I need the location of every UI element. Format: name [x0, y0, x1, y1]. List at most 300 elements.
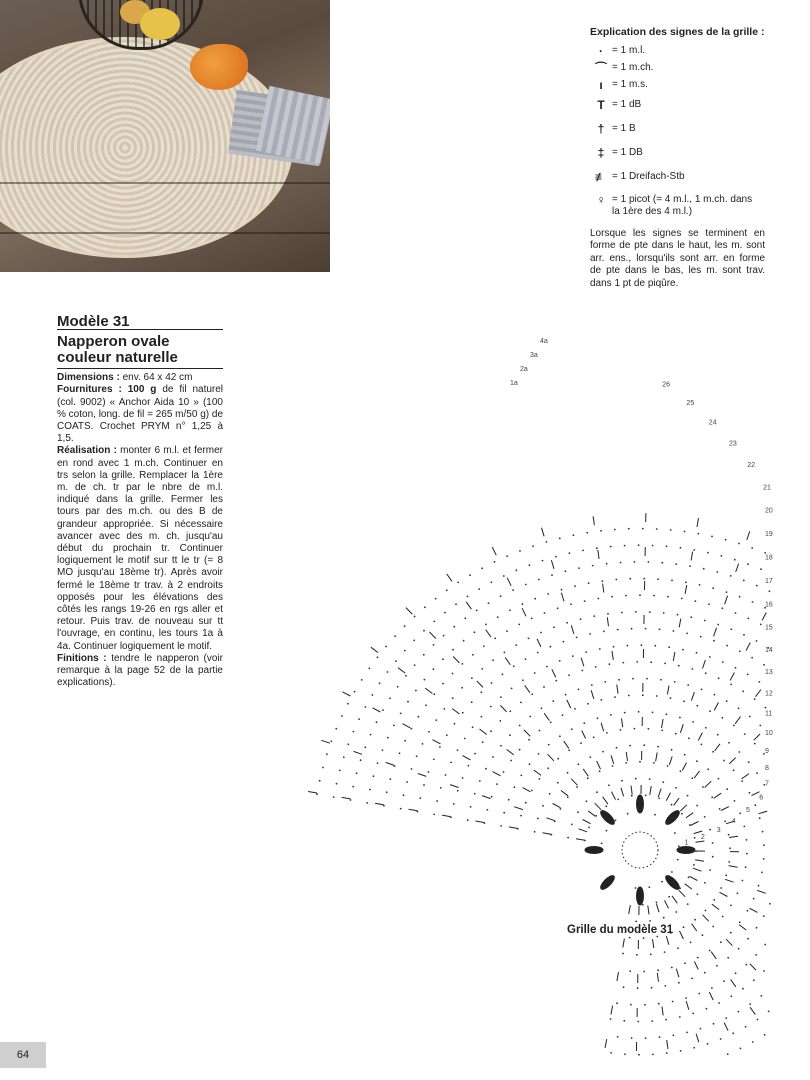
chain-stitch-dot — [689, 565, 691, 567]
treble-stitch-mark — [612, 651, 613, 660]
cluster-stitch-mark — [599, 874, 617, 892]
chain-stitch-dot — [699, 584, 701, 586]
chain-stitch-dot — [717, 734, 719, 736]
chain-stitch-dot — [520, 702, 522, 704]
model-number: Modèle 31 — [57, 316, 223, 330]
chain-stitch-dot — [658, 798, 660, 800]
treble-stitch-mark — [605, 1039, 607, 1048]
treble-stitch-mark — [523, 788, 531, 792]
chain-stitch-dot — [330, 740, 332, 742]
chain-stitch-dot — [488, 602, 490, 604]
chain-stitch-dot — [377, 762, 379, 764]
chain-stitch-dot — [703, 568, 705, 570]
chain-stitch-dot — [377, 656, 379, 658]
chain-stitch-dot — [476, 610, 478, 612]
chain-stitch-dot — [596, 791, 598, 793]
chain-stitch-dot — [389, 697, 391, 699]
chain-stitch-dot — [631, 628, 633, 630]
chain-stitch-dot — [709, 950, 711, 952]
treble-stitch-mark — [756, 690, 762, 697]
chain-stitch-dot — [709, 656, 711, 658]
chain-stitch-dot — [664, 985, 666, 987]
chain-stitch-dot — [382, 709, 384, 711]
treble-stitch-mark — [693, 868, 702, 871]
treble-stitch-mark — [725, 879, 734, 882]
chain-stitch-dot — [759, 725, 761, 727]
chain-stitch-dot — [433, 644, 435, 646]
chart-stitch-lines — [308, 513, 767, 1051]
chain-stitch-dot — [531, 693, 533, 695]
chain-stitch-dot — [747, 618, 749, 620]
chain-stitch-dot — [670, 697, 672, 699]
treble-stitch-mark — [371, 647, 378, 652]
chain-stitch-dot — [500, 745, 502, 747]
treble-stitch-mark — [579, 829, 588, 832]
chain-stitch-dot — [688, 877, 690, 879]
chain-stitch-dot — [386, 791, 388, 793]
chain-stitch-dot — [760, 568, 762, 570]
chain-stitch-dot — [365, 706, 367, 708]
chain-stitch-dot — [529, 716, 531, 718]
legend-text: = 1 B — [612, 123, 636, 135]
chain-stitch-dot — [685, 581, 687, 583]
treble-stitch-mark — [623, 939, 625, 948]
chain-stitch-dot — [578, 567, 580, 569]
chain-stitch-dot — [568, 674, 570, 676]
chain-stitch-dot — [500, 595, 502, 597]
treble-stitch-mark — [607, 617, 608, 626]
chain-stitch-dot — [671, 580, 673, 582]
treble-stitch-mark — [621, 788, 624, 797]
chain-stitch-dot — [761, 872, 763, 874]
chain-stitch-dot — [743, 580, 745, 582]
chain-stitch-dot — [726, 645, 728, 647]
chain-stitch-dot — [741, 780, 743, 782]
row-number-label: 6 — [759, 794, 764, 802]
chain-stitch-dot — [584, 840, 586, 842]
chain-stitch-dot — [683, 926, 685, 928]
chain-stitch-dot — [454, 723, 456, 725]
chain-stitch-dot — [436, 800, 438, 802]
cluster-stitch-mark — [664, 874, 682, 892]
chain-stitch-dot — [484, 822, 486, 824]
chain-stitch-dot — [622, 662, 624, 664]
treble-stitch-mark — [709, 992, 713, 1000]
chain-stitch-dot — [623, 986, 625, 988]
treble-stitch-mark — [650, 786, 652, 795]
chain-stitch-dot — [433, 814, 435, 816]
chain-stitch-dot — [677, 947, 679, 949]
treble-stitch-mark — [598, 550, 599, 559]
chain-stitch-dot — [652, 712, 654, 714]
chain-stitch-dot — [404, 740, 406, 742]
chain-stitch-dot — [445, 774, 447, 776]
treble-stitch-mark — [480, 729, 487, 735]
chain-stitch-dot — [557, 782, 559, 784]
treble-stitch-mark — [676, 969, 679, 978]
chain-stitch-dot — [470, 806, 472, 808]
chain-stitch-dot — [376, 721, 378, 723]
row-number-label: 13 — [765, 669, 773, 676]
chain-stitch-dot — [602, 580, 604, 582]
chain-stitch-dot — [628, 695, 630, 697]
chain-stitch-dot — [406, 781, 408, 783]
treble-stitch-mark — [695, 860, 704, 862]
chain-stitch-dot — [525, 658, 527, 660]
treble-stitch-mark — [714, 793, 721, 798]
chain-stitch-dot — [510, 760, 512, 762]
chain-stitch-dot — [764, 1034, 766, 1036]
treble-stitch-mark — [726, 939, 732, 946]
chain-stitch-dot — [687, 684, 689, 686]
chain-stitch-dot — [557, 607, 559, 609]
chain-stitch-dot — [712, 856, 714, 858]
chain-stitch-dot — [718, 677, 720, 679]
legend-item — [590, 118, 765, 142]
chain-stitch-dot — [672, 1001, 674, 1003]
chain-stitch-dot — [417, 811, 419, 813]
chain-stitch-dot — [589, 756, 591, 758]
chain-stitch-dot — [443, 708, 445, 710]
chain-stitch-dot — [472, 654, 474, 656]
treble-stitch-mark — [762, 613, 766, 621]
chain-stitch-dot — [695, 600, 697, 602]
chain-stitch-dot — [735, 612, 737, 614]
chain-stitch-dot — [719, 808, 721, 810]
chain-stitch-dot — [730, 995, 732, 997]
chain-stitch-dot — [728, 742, 730, 744]
chain-stitch-dot — [678, 845, 680, 847]
chain-stitch-dot — [422, 743, 424, 745]
treble-stitch-mark — [425, 688, 432, 693]
chain-stitch-dot — [333, 796, 335, 798]
chain-stitch-dot — [502, 673, 504, 675]
chain-stitch-dot — [404, 625, 406, 627]
table-plank-line — [0, 232, 330, 234]
model-description — [57, 313, 224, 689]
chain-stitch-dot — [539, 730, 541, 732]
treble-stitch-mark — [482, 796, 491, 799]
treble-stitch-mark — [505, 658, 510, 665]
chain-stitch-dot — [702, 934, 704, 936]
treble-stitch-mark — [691, 692, 694, 701]
chain-stitch-dot — [659, 1036, 661, 1038]
chain-stitch-dot — [400, 808, 402, 810]
chain-stitch-dot — [350, 799, 352, 801]
chain-stitch-dot — [728, 861, 730, 863]
treble-stitch-mark — [714, 703, 718, 711]
chain-stitch-dot — [666, 821, 668, 823]
treble-stitch-mark — [679, 890, 685, 897]
chain-stitch-dot — [661, 562, 663, 564]
chain-stitch-dot — [611, 596, 613, 598]
chain-stitch-dot — [712, 842, 714, 844]
chain-stitch-dot — [446, 589, 448, 591]
chain-stitch-dot — [539, 778, 541, 780]
chain-stitch-dot — [368, 668, 370, 670]
treble-stitch-mark — [672, 896, 677, 903]
chain-stitch-dot — [425, 704, 427, 706]
treble-stitch-mark — [703, 915, 709, 922]
chain-stitch-dot — [661, 730, 663, 732]
cluster-stitch-mark — [599, 809, 617, 827]
treble-stitch-mark — [667, 686, 669, 695]
row-number-label: 14 — [765, 647, 773, 654]
chain-stitch-dot — [617, 629, 619, 631]
chain-stitch-dot — [528, 638, 530, 640]
chain-stitch-dot — [712, 926, 714, 928]
chart-caption: Grille du modèle 31 — [567, 924, 674, 936]
chain-stitch-dot — [622, 953, 624, 955]
chain-stitch-dot — [503, 771, 505, 773]
chain-stitch-dot — [650, 661, 652, 663]
chain-stitch-dot — [615, 579, 617, 581]
chain-stitch-dot — [746, 853, 748, 855]
treble-stitch-mark — [564, 741, 569, 748]
treble-stitch-mark — [500, 705, 506, 712]
treble-stitch-mark — [686, 813, 693, 818]
chain-stitch-dot — [319, 780, 321, 782]
chain-stitch-dot — [677, 614, 679, 616]
chain-stitch-dot — [356, 772, 358, 774]
row-number-label: 26 — [662, 381, 670, 389]
chain-stitch-dot — [457, 790, 459, 792]
chain-stitch-dot — [677, 859, 679, 861]
chain-stitch-dot — [492, 756, 494, 758]
cluster-stitch-mark — [664, 809, 682, 827]
chain-stitch-dot — [578, 763, 580, 765]
chain-stitch-dot — [730, 932, 732, 934]
chain-stitch-dot — [586, 532, 588, 534]
chain-stitch-dot — [726, 591, 728, 593]
treble-stitch-mark — [375, 803, 384, 805]
treble-stitch-mark — [551, 560, 554, 569]
chain-stitch-dot — [666, 1052, 668, 1054]
chain-stitch-dot — [531, 618, 533, 620]
chain-stitch-dot — [674, 681, 676, 683]
chain-stitch-dot — [659, 628, 661, 630]
chain-stitch-dot — [500, 696, 502, 698]
chain-stitch-dot — [653, 762, 655, 764]
bar-symbol-icon: ı — [599, 77, 603, 92]
chain-stitch-dot — [713, 1023, 715, 1025]
row-number-label: 8 — [765, 765, 769, 772]
chain-stitch-dot — [686, 633, 688, 635]
chain-stitch-dot — [504, 652, 506, 654]
chain-stitch-dot — [638, 1054, 640, 1056]
treble-stitch-mark — [477, 681, 483, 687]
chain-stitch-dot — [671, 804, 673, 806]
chain-stitch-dot — [610, 714, 612, 716]
treble-stitch-mark — [403, 724, 411, 728]
cluster-stitch-mark — [637, 795, 644, 813]
chain-stitch-dot — [684, 754, 686, 756]
chain-stitch-dot — [612, 765, 614, 767]
chain-stitch-dot — [657, 969, 659, 971]
chain-stitch-dot — [679, 1016, 681, 1018]
treble-stitch-mark — [466, 602, 471, 609]
chain-stitch-dot — [648, 886, 650, 888]
chain-stitch-dot — [709, 710, 711, 712]
treble-stitch-mark — [694, 962, 698, 970]
treble-stitch-mark — [720, 892, 728, 896]
chain-stitch-dot — [485, 624, 487, 626]
treble-stitch-mark — [611, 1006, 613, 1015]
chain-stitch-dot — [528, 739, 530, 741]
chain-stitch-dot — [411, 768, 413, 770]
chain-stitch-dot — [696, 705, 698, 707]
treble-stitch-mark — [486, 630, 491, 637]
chain-stitch-dot — [464, 617, 466, 619]
dimensions-label: Dimensions : — [57, 372, 120, 384]
chain-stitch-dot — [577, 811, 579, 813]
chain-stitch-dot — [621, 612, 623, 614]
treble-stitch-mark — [725, 596, 728, 605]
chain-stitch-dot — [692, 721, 694, 723]
legend-item — [590, 60, 765, 77]
chain-stitch-dot — [326, 753, 328, 755]
chain-stitch-dot — [678, 982, 680, 984]
chain-stitch-dot — [697, 893, 699, 895]
row-number-label: 2a — [520, 366, 528, 373]
chain-stitch-dot — [760, 995, 762, 997]
chain-stitch-dot — [509, 609, 511, 611]
chain-stitch-dot — [339, 770, 341, 772]
chain-stitch-dot — [496, 783, 498, 785]
chain-stitch-dot — [742, 690, 744, 692]
chain-stitch-dot — [701, 689, 703, 691]
chain-stitch-dot — [481, 716, 483, 718]
chain-stitch-dot — [641, 644, 643, 646]
chain-stitch-dot — [550, 721, 552, 723]
chain-stitch-dot — [649, 778, 651, 780]
chain-stitch-dot — [433, 668, 435, 670]
chain-stitch-dot — [671, 871, 673, 873]
treble-stitch-mark — [747, 531, 750, 540]
chain-stitch-dot — [709, 829, 711, 831]
treble-stitch-mark — [617, 972, 619, 981]
chain-stitch-dot — [706, 1008, 708, 1010]
chain-stitch-dot — [394, 635, 396, 637]
treble-stitch-mark — [543, 833, 552, 835]
chain-stitch-dot — [607, 613, 609, 615]
chain-stitch-dot — [662, 781, 664, 783]
chain-stitch-dot — [610, 546, 612, 548]
dimensions-value: env. 64 x 42 cm — [122, 372, 193, 384]
chain-stitch-dot — [387, 671, 389, 673]
chain-stitch-dot — [483, 645, 485, 647]
chain-stitch-dot — [704, 620, 706, 622]
chain-stitch-dot — [752, 601, 754, 603]
chain-stitch-dot — [727, 1053, 729, 1055]
treble-stitch-mark — [658, 789, 661, 798]
treble-stitch-mark — [696, 1034, 699, 1043]
chain-stitch-dot — [555, 556, 557, 558]
chain-stitch-dot — [552, 700, 554, 702]
chain-stitch-dot — [635, 611, 637, 613]
chain-stitch-dot — [593, 615, 595, 617]
chain-stitch-dot — [754, 743, 756, 745]
treble-stitch-mark — [691, 552, 693, 561]
treble-stitch-mark — [612, 792, 616, 800]
legend-item — [590, 94, 765, 118]
chain-stitch-dot — [650, 953, 652, 955]
chain-stitch-dot — [744, 733, 746, 735]
chain-stitch-dot — [605, 805, 607, 807]
chain-stitch-dot — [701, 744, 703, 746]
treble-stitch-mark — [617, 685, 618, 694]
chain-stitch-dot — [690, 616, 692, 618]
chain-stitch-dot — [418, 716, 420, 718]
chain-stitch-dot — [513, 665, 515, 667]
legend-text: = 1 m.l. — [612, 44, 646, 56]
chain-stitch-dot — [674, 832, 676, 834]
chain-stitch-dot — [756, 927, 758, 929]
chain-stitch-dot — [638, 711, 640, 713]
treble-stitch-mark — [430, 632, 436, 639]
chain-stitch-dot — [453, 803, 455, 805]
treble-stitch-mark — [342, 797, 351, 799]
chain-stitch-dot — [492, 659, 494, 661]
chain-stitch-dot — [714, 694, 716, 696]
chain-stitch-dot — [657, 746, 659, 748]
chain-stitch-dot — [705, 672, 707, 674]
chain-stitch-dot — [512, 589, 514, 591]
model-title: Napperon ovale couleur naturelle — [57, 334, 223, 369]
chain-stitch-dot — [757, 1019, 759, 1021]
chain-stitch-dot — [508, 799, 510, 801]
chain-stitch-dot — [616, 1002, 618, 1004]
chain-stitch-dot — [683, 700, 685, 702]
chain-stitch-dot — [361, 679, 363, 681]
chain-stitch-dot — [517, 828, 519, 830]
chain-stitch-dot — [629, 578, 631, 580]
row-number-label: 25 — [686, 399, 695, 407]
chain-stitch-dot — [694, 919, 696, 921]
chain-stitch-dot — [549, 793, 551, 795]
chain-stitch-dot — [565, 570, 567, 572]
legend-item — [590, 194, 765, 222]
chain-stitch-dot — [490, 706, 492, 708]
chain-stitch-dot — [751, 657, 753, 659]
chain-stitch-dot — [494, 561, 496, 563]
chain-stitch-dot — [519, 725, 521, 727]
treble-stitch-mark — [601, 723, 604, 732]
chain-stitch-dot — [635, 921, 637, 923]
treble-stitch-mark — [463, 756, 471, 760]
chain-stitch-dot — [692, 668, 694, 670]
chain-stitch-dot — [634, 561, 636, 563]
chain-stitch-dot — [414, 664, 416, 666]
chain-stitch-dot — [366, 802, 368, 804]
chain-stitch-dot — [742, 880, 744, 882]
chain-stitch-dot — [491, 581, 493, 583]
chain-stitch-dot — [478, 588, 480, 590]
chain-stitch-dot — [748, 761, 750, 763]
treble-stitch-mark — [524, 730, 530, 736]
chain-stitch-dot — [563, 641, 565, 643]
chain-stitch-dot — [462, 777, 464, 779]
chain-stitch-dot — [670, 529, 672, 531]
treble-stitch-mark — [571, 779, 577, 786]
chain-stitch-dot — [624, 712, 626, 714]
treble-stitch-mark — [657, 973, 658, 982]
chain-stitch-dot — [635, 887, 637, 889]
treble-stitch-mark — [690, 822, 698, 826]
chain-stitch-dot — [485, 768, 487, 770]
chain-stitch-dot — [639, 594, 641, 596]
treble-stitch-mark — [418, 774, 427, 777]
